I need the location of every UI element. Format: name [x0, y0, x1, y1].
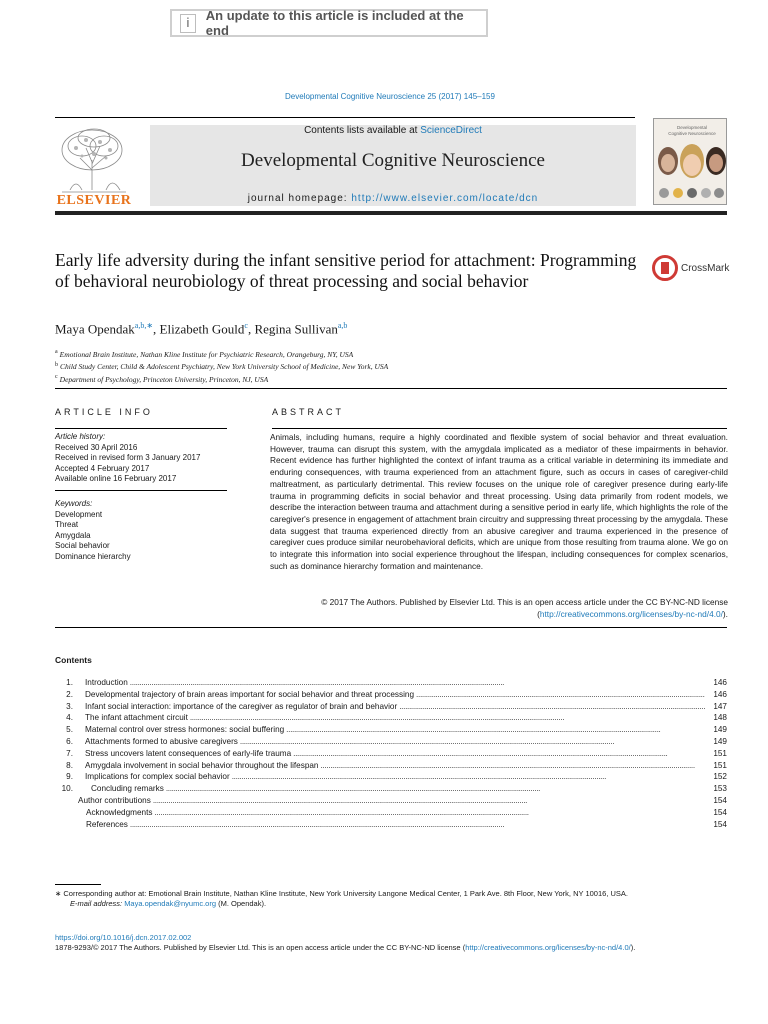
corresponding-author-footnote [55, 889, 727, 909]
affiliation-mark: c [55, 374, 58, 380]
author-name[interactable]: Regina Sullivan [254, 321, 338, 337]
toc-page: 151 [713, 748, 727, 758]
toc-leader-dots [399, 702, 705, 711]
toc-page: 151 [713, 760, 727, 770]
table-of-contents [55, 678, 727, 831]
toc-page: 149 [713, 736, 727, 746]
author-affiliation-marks[interactable]: c [244, 321, 248, 330]
toc-entry[interactable] [55, 761, 727, 773]
affiliation [55, 372, 655, 385]
article-info-rule [55, 428, 227, 429]
toc-entry[interactable] [55, 690, 727, 702]
toc-leader-dots [240, 737, 705, 746]
keywords-label: Keywords: [55, 499, 93, 508]
toc-leader-dots [232, 772, 705, 781]
toc-entry[interactable] [55, 820, 727, 832]
toc-page: 152 [713, 772, 727, 782]
keyword: Dominance hierarchy [55, 551, 131, 561]
header-bottom-rule [55, 211, 727, 215]
toc-leader-dots [130, 678, 705, 687]
toc-page: 148 [713, 713, 727, 723]
toc-number: 1. [66, 678, 73, 687]
author-list [55, 321, 655, 337]
toc-number: 10. [61, 784, 73, 794]
toc-entry[interactable] [55, 713, 727, 725]
cover-title-line1: Developmental [676, 125, 708, 130]
affiliation [55, 347, 655, 360]
toc-number: 6. [66, 736, 73, 746]
keyword: Amygdala [55, 530, 91, 540]
history-date: Received 30 April 2016 [55, 442, 138, 452]
toc-page: 154 [713, 819, 727, 829]
sciencedirect-link[interactable]: ScienceDirect [420, 125, 482, 136]
abstract-copyright [270, 597, 728, 620]
copyright-end: ). [722, 608, 728, 619]
history-date: Available online 16 February 2017 [55, 474, 177, 483]
toc-page: 153 [713, 784, 727, 794]
section-rule [55, 388, 727, 389]
toc-entry[interactable] [55, 702, 727, 714]
issn-license-link[interactable]: http://creativecommons.org/licenses/by-nc-nd/4.0/ [465, 943, 631, 952]
toc-leader-dots [166, 784, 705, 793]
header-top-rule [55, 117, 635, 118]
toc-entry[interactable] [55, 772, 727, 784]
affiliation-mark: a [55, 349, 58, 355]
affiliation-text: Child Study Center, Child & Adolescent Psychiatry, New York University School of Medicine, New York, USA [60, 362, 389, 371]
toc-title: Acknowledgments [86, 807, 153, 817]
article-update-banner[interactable] [170, 9, 488, 37]
keyword: Social behavior [55, 541, 110, 550]
journal-cover-thumbnail[interactable] [653, 118, 727, 205]
toc-leader-dots [154, 808, 705, 817]
toc-title: Attachments formed to abusive caregivers [85, 736, 238, 746]
elsevier-wordmark: ELSEVIER [56, 193, 132, 208]
corresponding-author: ∗ Corresponding author at: Emotional Brain Institute, Nathan Kline Institute, New York University Langone Medical Center, 1 Park Ave. 8th Floor, New York, NY 10016, USA. [55, 889, 628, 898]
toc-leader-dots [286, 725, 705, 734]
abstract-text: Animals, including humans, require a highly coordinated and flexible system of social behavior and threat evaluation. However, trauma can disrupt this system, with the amygdala implicated as a mediator of these impairments in behavior. Recent evidence has further highlighted the context of infant trauma as a critical variable in determining its immediate and enduring consequences, with trauma experienced from an attachment figure, such as occurs in cases of caregiver-child maltreatment, as particularly detrimental. This review focuses on the unique role of caregiver presence during early-life trauma in programming deficits in social behavior and threat processing. Using data primarily from rodent models, we describe the interaction between trauma and attachment during a sensitive period in early life, which highlights the role of the caregiver's presence in engagement of attachment brain circuitry and suppressing threat processing by the amygdala. These data suggest that trauma experienced directly from an abusive caregiver and trauma experienced in the presence of caregiver cues produce similar neurobehavioral deficits, which are unique from those resulting from trauma alone. We go on to integrate this information into social experience throughout the lifespan, including consequences for complex scenarios, such as dominance hierarchy formation and maintenance. [270, 432, 728, 571]
copyright-text: © 2017 The Authors. Published by Elsevier Ltd. This is an open access article under the CC BY-NC-ND license ( [321, 597, 728, 619]
author-affiliation-marks[interactable]: a,b [337, 321, 348, 330]
toc-page: 146 [713, 678, 727, 687]
keyword: Threat [55, 520, 79, 529]
toc-page: 146 [713, 689, 727, 699]
banner-text: An update to this article is included at the end [205, 8, 464, 38]
toc-entry[interactable] [55, 678, 727, 690]
doi-link[interactable]: https://doi.org/10.1016/j.dcn.2017.02.002 [55, 933, 192, 942]
issn-text: 1878-9293/© 2017 The Authors. Published by Elsevier Ltd. This is an open access article under the CC BY-NC-ND license ( [55, 943, 466, 952]
homepage-link[interactable]: http://www.elsevier.com/locate/dcn [351, 193, 539, 204]
toc-page: 149 [713, 725, 727, 735]
toc-number: 9. [66, 772, 73, 782]
toc-title: Introduction [85, 678, 128, 687]
toc-entry[interactable] [55, 737, 727, 749]
doi-block [55, 933, 727, 953]
toc-title: Author contributions [78, 795, 151, 805]
toc-entry[interactable] [55, 725, 727, 737]
contents-heading: Contents [55, 655, 92, 665]
affiliation-text: Emotional Brain Institute, Nathan Kline Institute for Psychiatric Research, Orangeburg, NY, USA [59, 349, 354, 359]
info-icon: i [180, 14, 196, 33]
toc-title: Maternal control over stress hormones: social buffering [85, 725, 285, 735]
toc-title: References [86, 819, 128, 829]
toc-number: 3. [66, 701, 73, 711]
toc-number: 2. [66, 689, 73, 699]
cover-title-line2: Cognitive Neuroscience [668, 131, 716, 136]
toc-title: Amygdala involvement in social behavior throughout the lifespan [85, 760, 319, 770]
author-separator: , [247, 321, 255, 337]
crossmark-badge[interactable] [652, 253, 732, 283]
toc-entry[interactable] [55, 796, 727, 808]
author-name[interactable]: Elizabeth Gould [159, 321, 245, 337]
license-link[interactable]: http://creativecommons.org/licenses/by-nc-nd/4.0/ [539, 608, 723, 619]
keywords-rule [55, 490, 227, 491]
toc-title: Infant social interaction: importance of the caregiver as regulator of brain and behavior [85, 701, 398, 711]
journal-citation-link[interactable]: Developmental Cognitive Neuroscience 25 (2017) 145–159 [285, 92, 495, 101]
keyword: Development [55, 509, 103, 519]
toc-title: Implications for complex social behavior [85, 772, 230, 782]
affiliations [55, 347, 655, 385]
toc-title: The infant attachment circuit [85, 713, 188, 723]
toc-page: 154 [713, 795, 727, 805]
abstract-heading: ABSTRACT [272, 407, 345, 417]
author-name[interactable]: Maya Opendak [55, 321, 135, 337]
toc-title: Stress uncovers latent consequences of early-life trauma [85, 748, 292, 758]
toc-number: 8. [66, 760, 73, 770]
toc-leader-dots [416, 690, 705, 699]
toc-entry[interactable] [55, 784, 727, 796]
homepage-prefix: journal homepage: [247, 193, 352, 204]
contents-availability [150, 125, 636, 136]
author-affiliation-marks[interactable]: a,b,∗ [134, 321, 154, 330]
toc-entry[interactable] [55, 808, 727, 820]
footnote-rule [55, 884, 101, 885]
author-separator: , [153, 321, 160, 337]
issn-end: ). [630, 943, 636, 952]
history-date: Accepted 4 February 2017 [55, 463, 150, 473]
toc-entry[interactable] [55, 749, 727, 761]
toc-leader-dots [130, 820, 705, 829]
crossmark-icon [652, 255, 678, 281]
journal-title: Developmental Cognitive Neuroscience [241, 150, 545, 171]
article-title: Early life adversity during the infant sensitive period for attachment: Programming of behavioral neurobiology of threat processing and social behavior [55, 250, 637, 291]
journal-homepage [150, 193, 636, 204]
history-date: Received in revised form 3 January 2017 [55, 453, 201, 462]
cover-art [654, 119, 727, 205]
affiliation [55, 360, 655, 373]
contents-prefix: Contents lists available at [304, 125, 421, 136]
keywords [55, 499, 227, 562]
toc-leader-dots [153, 796, 705, 805]
toc-title: Concluding remarks [91, 784, 164, 794]
toc-number: 4. [66, 713, 73, 723]
toc-leader-dots [320, 761, 705, 770]
toc-page: 147 [713, 701, 727, 711]
toc-leader-dots [293, 749, 705, 758]
toc-leader-dots [190, 713, 705, 722]
toc-page: 154 [713, 807, 727, 817]
email-suffix: (M. Opendak). [216, 899, 267, 908]
affiliation-text: Department of Psychology, Princeton University, Princeton, NJ, USA [59, 374, 269, 384]
email-link[interactable]: Maya.opendak@nyumc.org [124, 899, 217, 908]
article-history [55, 432, 227, 485]
abstract-rule [272, 428, 727, 429]
article-info-heading: ARTICLE INFO [55, 407, 153, 417]
toc-title: Developmental trajectory of brain areas important for social behavior and threat processing [85, 689, 415, 699]
crossmark-label: CrossMark [681, 262, 730, 274]
contents-rule [55, 627, 727, 628]
history-label: Article history: [55, 432, 106, 441]
email-label: E-mail address: [70, 899, 125, 908]
toc-number: 5. [66, 725, 73, 735]
affiliation-mark: b [55, 361, 58, 368]
toc-number: 7. [66, 748, 73, 758]
